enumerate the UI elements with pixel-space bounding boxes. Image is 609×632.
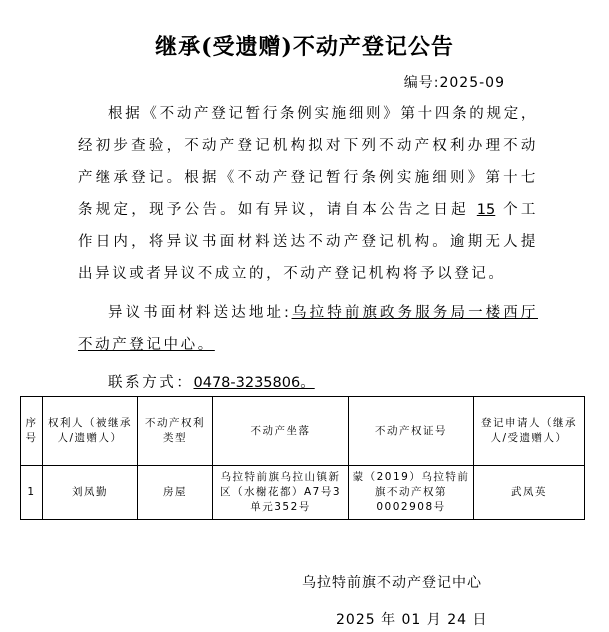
objection-days: 15 xyxy=(476,202,496,218)
cell-certificate-no: 蒙（2019）乌拉特前旗不动产权第0002908号 xyxy=(349,466,474,520)
issue-date: 2025 年 01 月 24 日 xyxy=(336,612,488,628)
cell-location: 乌拉特前旗乌拉山镇新区（水榭花都）A7号3单元352号 xyxy=(213,466,349,520)
contact-line xyxy=(108,367,548,399)
header-certificate-no: 不动产权证号 xyxy=(349,397,474,466)
header-location: 不动产坐落 xyxy=(213,397,349,466)
issuing-organization: 乌拉特前旗不动产登记中心 xyxy=(302,575,482,591)
cell-right-type: 房屋 xyxy=(138,466,213,520)
cell-seq: 1 xyxy=(21,466,43,520)
cell-applicant: 武凤英 xyxy=(474,466,585,520)
contact-label: 联系方式： xyxy=(108,375,194,391)
page-title: 继承(受遗赠)不动产登记公告 xyxy=(155,34,454,60)
document-number: 编号:2025-09 xyxy=(403,75,505,91)
address-value: 乌拉特前旗政务服务局一楼西厅不动产登记中心。 xyxy=(78,305,538,353)
announcement-paragraph xyxy=(78,98,538,290)
table-row xyxy=(21,466,585,520)
header-applicant: 登记申请人（继承人/受遗赠人） xyxy=(474,397,585,466)
registration-table xyxy=(20,396,585,520)
header-seq: 序号 xyxy=(21,397,43,466)
cell-right-holder: 刘凤勤 xyxy=(43,466,138,520)
table-header-row xyxy=(21,397,585,466)
header-right-holder: 权利人（被继承人/遗赠人） xyxy=(43,397,138,466)
paragraph-text-before-days: 根据《不动产登记暂行条例实施细则》第十四条的规定，经初步查验，不动产登记机构拟对下列不动产权利办理不动产继承登记。根据《不动产登记暂行条例实施细则》第十七条规定，现予公告。如有异议，请自本公告之日起 xyxy=(78,106,538,218)
address-paragraph xyxy=(78,297,538,361)
address-label: 异议书面材料送达地址: xyxy=(108,305,292,321)
contact-phone: 0478-3235806。 xyxy=(193,375,315,391)
header-right-type: 不动产权利类型 xyxy=(138,397,213,466)
paragraph-text-after-days: 个工作日内，将异议书面材料送达不动产登记机构。逾期无人提出异议或者异议不成立的，不动产登记机构将予以登记。 xyxy=(78,202,539,282)
